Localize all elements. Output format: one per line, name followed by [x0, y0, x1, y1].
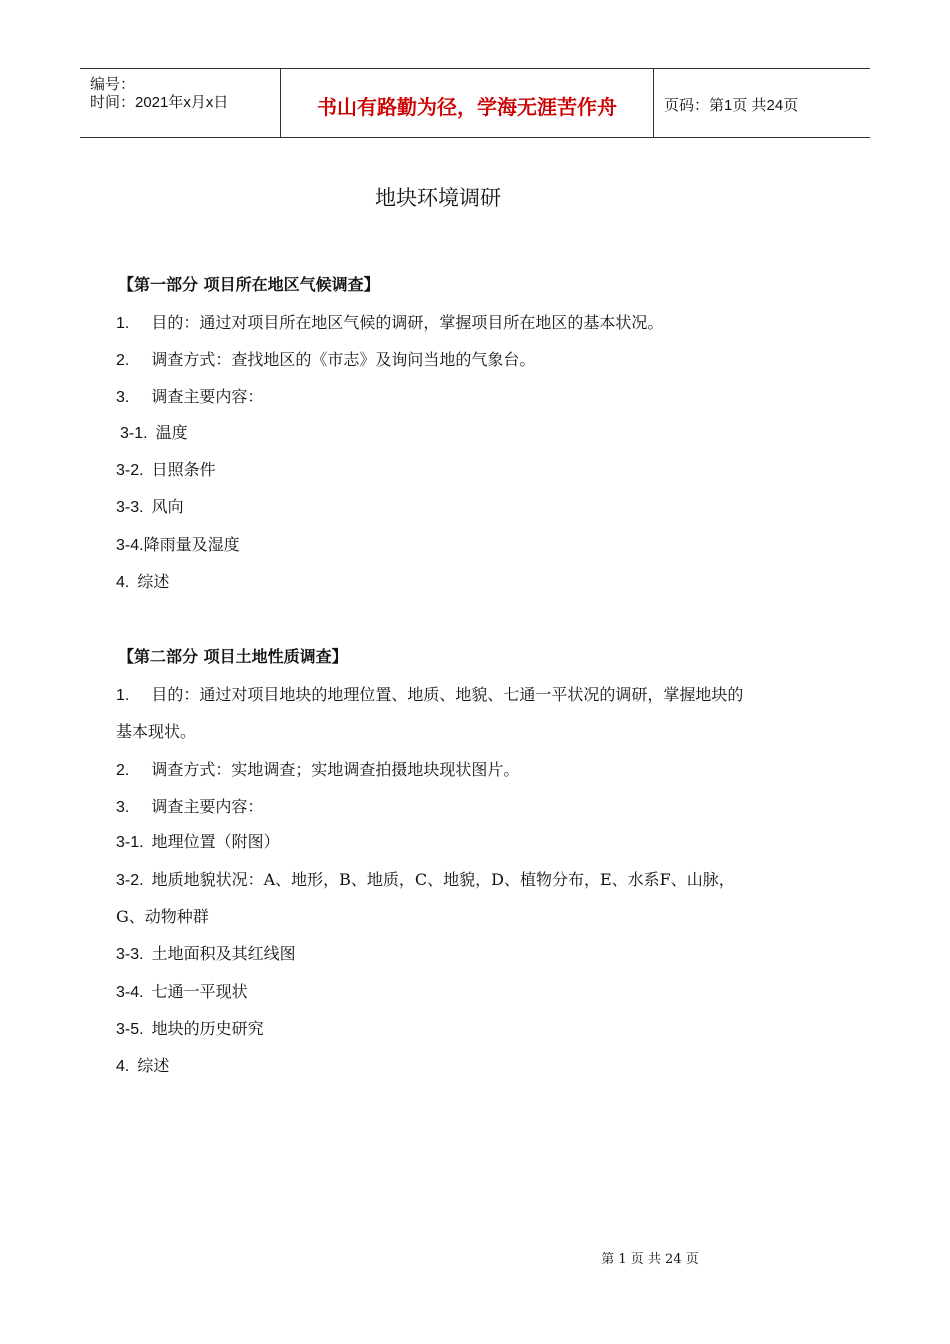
- part2-item: [116, 979, 248, 1002]
- header-info-cell: [80, 69, 281, 137]
- part1-item: [116, 384, 263, 407]
- item-text: 调查主要内容：: [151, 797, 264, 816]
- part2-heading: 【第二部分 项目土地性质调查】: [118, 647, 348, 666]
- document-header: [80, 68, 870, 138]
- page-footer: 第 1 页 共 24 页: [601, 1252, 699, 1267]
- item-text: 综述: [137, 1056, 170, 1075]
- item-text: 日照条件: [151, 460, 216, 479]
- item-text: 调查方式：查找地区的《市志》及询问当地的气象台。: [151, 350, 536, 369]
- part2-item: [116, 829, 280, 852]
- part1-item: [120, 420, 188, 443]
- item-number: 2.: [116, 352, 130, 369]
- item-number: 3-3.: [116, 499, 144, 516]
- item-number: 3-4.: [116, 537, 144, 554]
- part2-item: [116, 719, 196, 742]
- part1-item: [116, 457, 216, 480]
- item-number: 3-4.: [116, 984, 144, 1001]
- item-text: 七通一平现状: [151, 982, 248, 1001]
- item-text: G、动物种群: [116, 907, 209, 926]
- document-title: 地块环境调研: [375, 186, 501, 210]
- item-text: 地理位置（附图）: [151, 832, 280, 851]
- part1-heading: 【第一部分 项目所在地区气候调查】: [118, 275, 380, 294]
- header-page-cell: [654, 69, 870, 137]
- part2-item: [116, 867, 735, 890]
- part2-item: [116, 1016, 264, 1039]
- item-text: 土地面积及其红线图: [151, 944, 296, 963]
- item-number: 3-1.: [120, 425, 148, 442]
- item-text: 综述: [137, 572, 170, 591]
- part2-item: [116, 757, 519, 780]
- item-number: 1.: [116, 687, 130, 704]
- item-number: 3-2.: [116, 872, 144, 889]
- item-number: 3-2.: [116, 462, 144, 479]
- time-label: 时间：2021年x月x日: [90, 94, 229, 111]
- page-info: 页码：第1页 共24页: [664, 97, 799, 114]
- part1-item: [116, 532, 240, 555]
- item-number: 4.: [116, 1058, 130, 1075]
- item-number: 1.: [116, 315, 130, 332]
- item-text: 风向: [151, 497, 184, 516]
- part1-item: [116, 494, 184, 517]
- item-number: 3.: [116, 799, 130, 816]
- item-text: 调查主要内容：: [151, 387, 264, 406]
- part2-item: [116, 941, 296, 964]
- item-number: 3-3.: [116, 946, 144, 963]
- part1-item: [116, 569, 169, 592]
- item-text: 地块的历史研究: [151, 1019, 264, 1038]
- item-text: 降雨量及湿度: [143, 535, 240, 554]
- item-text: 基本现状。: [116, 722, 197, 741]
- header-motto-cell: [281, 69, 654, 137]
- item-number: 4.: [116, 574, 130, 591]
- item-text: 目的：通过对项目地块的地理位置、地质、地貌、七通一平状况的调研，掌握地块的: [151, 685, 744, 704]
- part1-item: [116, 347, 535, 370]
- item-text: 温度: [155, 423, 188, 442]
- item-text: 目的：通过对项目所在地区气候的调研，掌握项目所在地区的基本状况。: [151, 313, 664, 332]
- motto-text: 书山有路勤为径，学海无涯苦作舟: [317, 95, 617, 119]
- item-text: 地质地貌状况：A、地形，B、地质，C、地貌，D、植物分布，E、水系F、山脉，: [151, 870, 735, 889]
- code-label: 编号：: [90, 76, 136, 93]
- part2-item: [116, 682, 743, 705]
- part1-item: [116, 310, 663, 333]
- item-number: 2.: [116, 762, 130, 779]
- item-number: 3.: [116, 389, 130, 406]
- part2-item: [116, 904, 209, 927]
- part2-item: [116, 1053, 169, 1076]
- item-number: 3-5.: [116, 1021, 144, 1038]
- item-number: 3-1.: [116, 834, 144, 851]
- item-text: 调查方式：实地调查；实地调查拍摄地块现状图片。: [151, 760, 520, 779]
- part2-item: [116, 794, 263, 817]
